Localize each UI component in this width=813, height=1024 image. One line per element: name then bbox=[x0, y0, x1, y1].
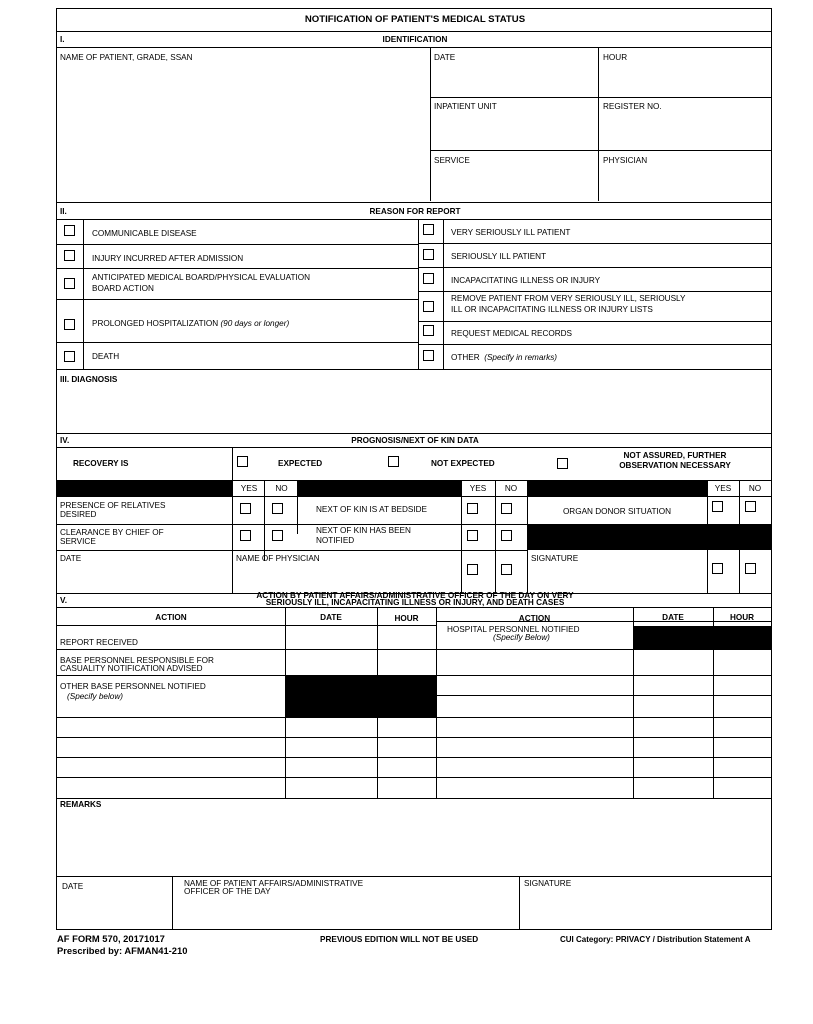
checkbox-physician-no[interactable] bbox=[501, 564, 512, 575]
officer-name-label: NAME OF PATIENT AFFAIRS/ADMINISTRATIVE bbox=[184, 879, 364, 888]
checkbox-other[interactable] bbox=[423, 350, 434, 361]
no-header: NO bbox=[504, 484, 518, 493]
reason-incapacitating: INCAPACITATING ILLNESS OR INJURY bbox=[451, 276, 601, 285]
diagnosis-field[interactable] bbox=[58, 386, 770, 431]
checkbox-death[interactable] bbox=[64, 351, 75, 362]
relatives-label: PRESENCE OF RELATIVES bbox=[60, 501, 166, 510]
notified-label: NEXT OF KIN HAS BEEN bbox=[316, 526, 411, 535]
bottom-signature-field[interactable] bbox=[521, 878, 770, 928]
physician-signature-field[interactable] bbox=[529, 552, 706, 592]
redacted-cell bbox=[298, 480, 461, 496]
checkbox-recovery-expected[interactable] bbox=[237, 456, 248, 467]
reason-remove-patient: REMOVE PATIENT FROM VERY SERIOUSLY ILL, SERIOUSLY bbox=[451, 294, 686, 303]
checkbox-injury-after-admission[interactable] bbox=[64, 250, 75, 261]
section-4-title: PROGNOSIS/NEXT OF KIN DATA bbox=[351, 436, 479, 445]
recovery-label: RECOVERY IS bbox=[73, 459, 129, 468]
checkbox-medical-board[interactable] bbox=[64, 278, 75, 289]
section-5-title-2: SERIOUSLY ILL, INCAPACITATING ILLNESS OR INJURY, AND DEATH CASES bbox=[265, 598, 565, 607]
reason-death: DEATH bbox=[92, 352, 120, 361]
checkbox-recovery-not-expected[interactable] bbox=[388, 456, 399, 467]
checkbox-organ-yes[interactable] bbox=[712, 501, 723, 512]
checkbox-signature-yes[interactable] bbox=[712, 563, 723, 574]
previous-edition-note: PREVIOUS EDITION WILL NOT BE USED bbox=[320, 935, 479, 944]
other-personnel-label-2: (Specify below) bbox=[67, 692, 123, 701]
checkbox-prolonged-hospitalization[interactable] bbox=[64, 319, 75, 330]
yes-header: YES bbox=[714, 484, 732, 493]
reason-injury-after-admission: INJURY INCURRED AFTER ADMISSION bbox=[92, 254, 244, 263]
clearance-label: CLEARANCE BY CHIEF OF bbox=[60, 528, 164, 537]
checkbox-request-records[interactable] bbox=[423, 325, 434, 336]
clearance-label-2: SERVICE bbox=[60, 537, 96, 546]
section-4-number: IV. bbox=[60, 436, 70, 445]
organ-donor-label: ORGAN DONOR SITUATION bbox=[562, 507, 672, 516]
patient-name-field[interactable] bbox=[58, 49, 428, 199]
action-header: ACTION bbox=[155, 613, 187, 622]
bottom-date-label: DATE bbox=[62, 882, 84, 891]
checkbox-recovery-not-assured[interactable] bbox=[557, 458, 568, 469]
section-1-number: I. bbox=[60, 35, 65, 44]
checkbox-remove-patient[interactable] bbox=[423, 301, 434, 312]
reason-very-seriously-ill: VERY SERIOUSLY ILL PATIENT bbox=[451, 228, 571, 237]
section-1-title: IDENTIFICATION bbox=[382, 35, 448, 44]
checkbox-relatives-no[interactable] bbox=[272, 503, 283, 514]
checkbox-bedside-no[interactable] bbox=[501, 503, 512, 514]
relatives-label-2: DESIRED bbox=[60, 510, 97, 519]
officer-name-label-2: OFFICER OF THE DAY bbox=[184, 887, 271, 896]
checkbox-signature-no[interactable] bbox=[745, 563, 756, 574]
section-2-title: REASON FOR REPORT bbox=[369, 207, 461, 216]
redacted-cell bbox=[527, 524, 771, 550]
no-header: NO bbox=[748, 484, 762, 493]
no-header: NO bbox=[275, 484, 288, 493]
cui-category: CUI Category: PRIVACY / Distribution Statement A bbox=[560, 935, 751, 944]
recovery-not-assured: NOT ASSURED, FURTHER bbox=[623, 451, 727, 460]
checkbox-very-seriously-ill[interactable] bbox=[423, 224, 434, 235]
yes-header: YES bbox=[240, 484, 258, 493]
checkbox-communicable-disease[interactable] bbox=[64, 225, 75, 236]
hospital-personnel-label-2: (Specify Below) bbox=[493, 633, 550, 642]
service-field[interactable] bbox=[432, 152, 596, 199]
hospital-personnel-label: HOSPITAL PERSONNEL NOTIFIED bbox=[447, 625, 580, 634]
form-570 bbox=[56, 8, 772, 930]
other-personnel-label: OTHER BASE PERSONNEL NOTIFIED bbox=[60, 682, 206, 691]
checkbox-incapacitating[interactable] bbox=[423, 273, 434, 284]
checkbox-organ-no[interactable] bbox=[745, 501, 756, 512]
physician-name-field[interactable] bbox=[234, 552, 460, 592]
prognosis-date-label: DATE bbox=[60, 554, 82, 563]
checkbox-bedside-yes[interactable] bbox=[467, 503, 478, 514]
recovery-expected: EXPECTED bbox=[278, 459, 323, 468]
reason-communicable-disease: COMMUNICABLE DISEASE bbox=[92, 229, 197, 238]
remarks-label: REMARKS bbox=[60, 800, 102, 809]
bottom-date-field[interactable] bbox=[58, 878, 170, 928]
reason-request-records: REQUEST MEDICAL RECORDS bbox=[451, 329, 573, 338]
redacted-cell bbox=[285, 675, 436, 717]
date-header: DATE bbox=[320, 613, 342, 622]
service-label: SERVICE bbox=[434, 156, 470, 165]
action-header: ACTION bbox=[518, 614, 551, 623]
register-field[interactable] bbox=[600, 99, 770, 148]
checkbox-clearance-yes[interactable] bbox=[240, 530, 251, 541]
reason-other: OTHER (Specify in remarks) bbox=[451, 353, 558, 362]
yes-header: YES bbox=[469, 484, 487, 493]
section-5-number: V. bbox=[60, 596, 67, 605]
remarks-field[interactable] bbox=[58, 811, 770, 875]
section-5-title: ACTION BY PATIENT AFFAIRS/ADMINISTRATIVE OFFICER OF THE DAY ON VERY bbox=[256, 591, 574, 600]
date-header: DATE bbox=[662, 613, 684, 622]
recovery-not-assured-2: OBSERVATION NECESSARY bbox=[619, 461, 731, 470]
redacted-cell bbox=[57, 480, 233, 496]
hour-label: HOUR bbox=[603, 53, 628, 62]
prognosis-date-field[interactable] bbox=[58, 552, 231, 592]
report-received-label: REPORT RECEIVED bbox=[60, 638, 138, 647]
reason-prolonged-hospitalization: PROLONGED HOSPITALIZATION (90 days or longer) bbox=[92, 319, 290, 328]
base-personnel-label-2: CASUALITY NOTIFICATION ADVISED bbox=[60, 664, 203, 673]
physician-name-label: NAME OF PHYSICIAN bbox=[236, 554, 320, 563]
register-label: REGISTER NO. bbox=[603, 102, 662, 111]
hour-header: HOUR bbox=[729, 613, 755, 622]
redacted-cell bbox=[633, 626, 771, 649]
bedside-label: NEXT OF KIN IS AT BEDSIDE bbox=[316, 505, 428, 514]
base-personnel-label: BASE PERSONNEL RESPONSIBLE FOR bbox=[60, 656, 214, 665]
checkbox-relatives-yes[interactable] bbox=[240, 503, 251, 514]
reason-remove-patient-2: ILL OR INCAPACITATING ILLNESS OR INJURY LISTS bbox=[451, 305, 653, 314]
form-id: AF FORM 570, 20171017 bbox=[57, 933, 165, 944]
form-title: NOTIFICATION OF PATIENT'S MEDICAL STATUS bbox=[304, 14, 526, 25]
prescribed-by: Prescribed by: AFMAN41-210 bbox=[57, 945, 188, 956]
physician-field[interactable] bbox=[600, 152, 770, 199]
hour-header: HOUR bbox=[394, 614, 419, 623]
section-2-number: II. bbox=[60, 207, 67, 216]
reason-seriously-ill: SERIOUSLY ILL PATIENT bbox=[451, 252, 547, 261]
reason-medical-board: ANTICIPATED MEDICAL BOARD/PHYSICAL EVALUATION bbox=[92, 273, 311, 282]
reason-medical-board-2: BOARD ACTION bbox=[92, 284, 154, 293]
officer-name-field[interactable] bbox=[174, 878, 517, 928]
inpatient-unit-field[interactable] bbox=[432, 99, 596, 148]
bottom-signature-label: SIGNATURE bbox=[524, 879, 572, 888]
checkbox-notified-no[interactable] bbox=[501, 530, 512, 541]
checkbox-clearance-no[interactable] bbox=[272, 530, 283, 541]
redacted-cell bbox=[527, 480, 707, 496]
date-field[interactable] bbox=[432, 49, 596, 95]
physician-signature-label: SIGNATURE bbox=[531, 554, 579, 563]
divider bbox=[57, 31, 771, 32]
inpatient-unit-label: INPATIENT UNIT bbox=[434, 102, 497, 111]
patient-name-label: NAME OF PATIENT, GRADE, SSAN bbox=[60, 53, 193, 62]
date-label: DATE bbox=[434, 53, 456, 62]
checkbox-physician-yes[interactable] bbox=[467, 564, 478, 575]
checkbox-notified-yes[interactable] bbox=[467, 530, 478, 541]
section-3-title: III. DIAGNOSIS bbox=[60, 375, 118, 384]
notified-label-2: NOTIFIED bbox=[316, 536, 355, 545]
checkbox-seriously-ill[interactable] bbox=[423, 249, 434, 260]
recovery-not-expected: NOT EXPECTED bbox=[431, 459, 495, 468]
physician-label: PHYSICIAN bbox=[603, 156, 648, 165]
hour-field[interactable] bbox=[600, 49, 770, 95]
